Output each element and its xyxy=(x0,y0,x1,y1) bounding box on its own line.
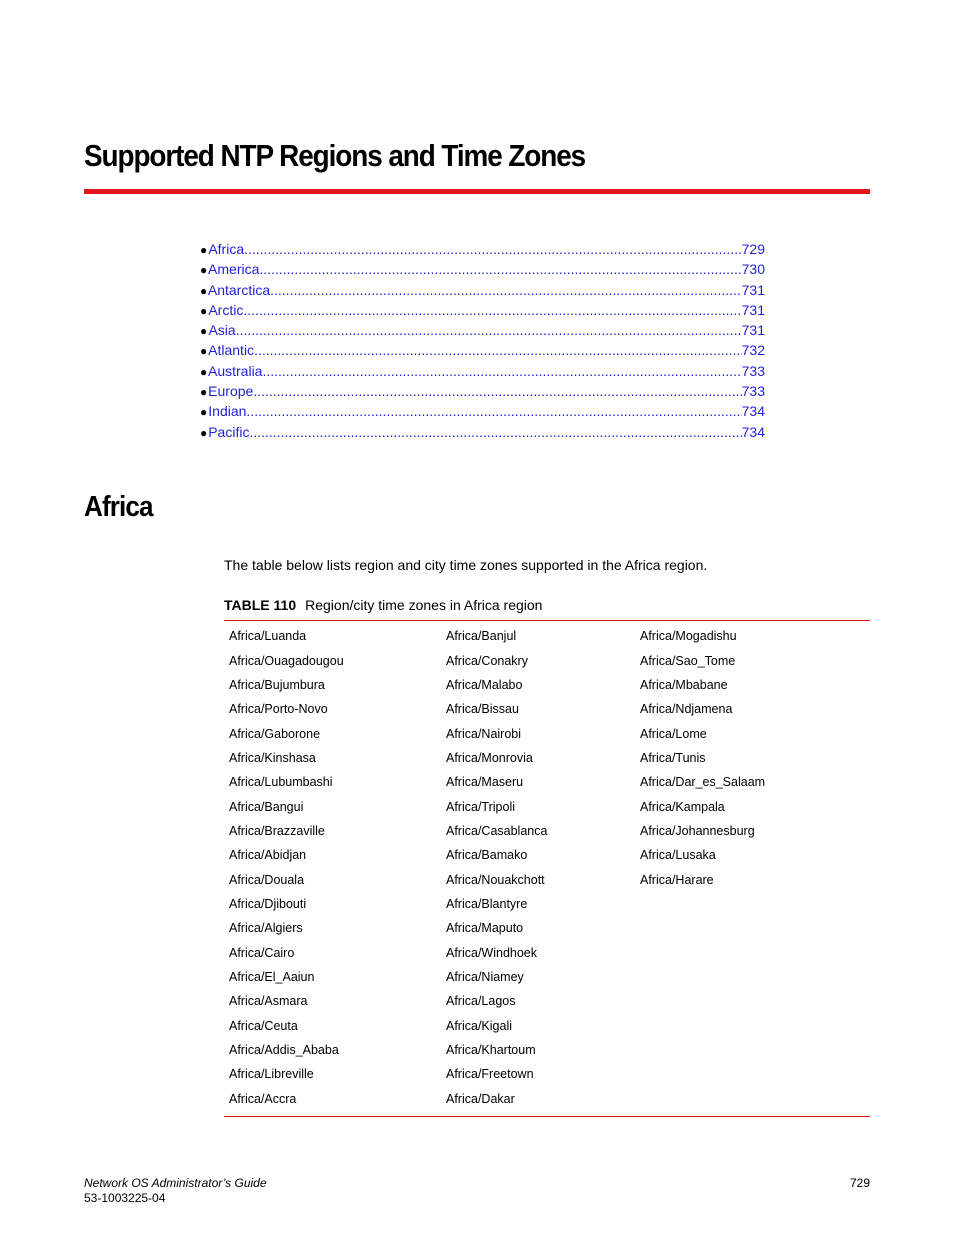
table-row xyxy=(224,965,870,989)
table-cell: Africa/Mogadishu xyxy=(640,629,737,644)
bullet-icon: ● xyxy=(200,263,208,278)
table-cell: Africa/Kampala xyxy=(640,799,725,814)
table-caption-text: Region/city time zones in Africa region xyxy=(305,597,543,613)
table-row xyxy=(224,770,870,794)
footer-doc-title: Network OS Administrator’s Guide xyxy=(84,1176,267,1190)
toc-leader-dots xyxy=(244,239,742,259)
table-cell: Africa/Mbabane xyxy=(640,677,728,692)
table-row xyxy=(224,794,870,818)
bullet-icon: ● xyxy=(200,243,208,257)
footer-page-number: 729 xyxy=(849,1176,870,1190)
table-row xyxy=(224,673,870,697)
table-cell: Africa/Monrovia xyxy=(446,750,533,765)
table-number: TABLE 110 xyxy=(224,597,297,613)
toc-item[interactable] xyxy=(200,300,765,320)
bullet-icon: ● xyxy=(200,303,208,318)
table-row xyxy=(224,989,870,1013)
toc-item-page[interactable]: 733 xyxy=(741,383,765,400)
toc-item-page[interactable]: 731 xyxy=(741,281,765,298)
table-cell: Africa/Porto-Novo xyxy=(229,702,328,717)
toc-item-label[interactable]: Arctic xyxy=(208,301,244,318)
table-cell: Africa/Luanda xyxy=(229,629,307,644)
timezone-table-body xyxy=(224,624,870,1111)
table-cell: Africa/Harare xyxy=(640,872,714,887)
table-row xyxy=(224,916,870,940)
toc-item-label[interactable]: Indian xyxy=(208,403,247,420)
table-cell: Africa/Libreville xyxy=(229,1067,314,1082)
toc-item[interactable] xyxy=(200,259,765,279)
toc-leader-dots xyxy=(254,340,742,360)
toc-item[interactable] xyxy=(200,320,765,340)
table-row xyxy=(224,624,870,648)
table-cell: Africa/Maputo xyxy=(446,921,524,936)
toc-item-label[interactable]: Europe xyxy=(208,383,254,400)
chapter-title: Supported NTP Regions and Time Zones xyxy=(84,138,586,173)
table-row xyxy=(224,721,870,745)
table-cell: Africa/Nouakchott xyxy=(446,872,545,887)
table-cell: Africa/Douala xyxy=(229,872,305,887)
table-row xyxy=(224,1087,870,1111)
table-cell: Africa/Windhoek xyxy=(446,945,538,960)
toc-item-label[interactable]: Antarctica xyxy=(207,281,271,298)
table-cell: Africa/El_Aaiun xyxy=(229,969,315,984)
table-cell: Africa/Abidjan xyxy=(229,848,307,863)
toc-item-page[interactable]: 732 xyxy=(741,342,765,359)
table-cell: Africa/Lubumbashi xyxy=(229,775,333,790)
bullet-icon: ● xyxy=(200,283,208,298)
toc-item[interactable] xyxy=(200,422,765,442)
table-cell: Africa/Malabo xyxy=(446,677,523,692)
table-cell xyxy=(635,1087,870,1111)
table-row xyxy=(224,648,870,672)
toc-item-page[interactable]: 731 xyxy=(741,322,765,339)
table-cell xyxy=(635,916,870,940)
table-cell: Africa/Brazzaville xyxy=(229,823,325,838)
table-top-rule xyxy=(224,620,870,621)
section-intro: The table below lists region and city time zones supported in the Africa region. xyxy=(224,557,708,573)
toc-item[interactable] xyxy=(200,361,765,381)
table-cell xyxy=(635,892,870,916)
table-cell: Africa/Banjul xyxy=(446,629,517,644)
table-row xyxy=(224,940,870,964)
table-cell: Africa/Nairobi xyxy=(446,726,522,741)
toc-leader-dots xyxy=(236,320,742,340)
table-cell: Africa/Bangui xyxy=(229,799,304,814)
toc-item-page[interactable]: 729 xyxy=(741,241,765,257)
table-cell: Africa/Sao_Tome xyxy=(640,653,736,668)
table-cell: Africa/Ceuta xyxy=(229,1018,298,1033)
toc-item-label[interactable]: Atlantic xyxy=(208,342,255,359)
toc-item[interactable] xyxy=(200,401,765,421)
toc-leader-dots xyxy=(262,361,741,381)
toc-leader-dots xyxy=(270,280,742,300)
toc-item-label[interactable]: Australia xyxy=(208,362,263,379)
table-cell: Africa/Dakar xyxy=(446,1091,515,1106)
bullet-icon: ● xyxy=(200,405,208,420)
table-cell: Africa/Tripoli xyxy=(446,799,515,814)
table-cell: Africa/Djibouti xyxy=(229,896,307,911)
table-cell: Africa/Addis_Ababa xyxy=(229,1043,339,1058)
table-cell: Africa/Dar_es_Salaam xyxy=(640,775,766,790)
table-cell: Africa/Conakry xyxy=(446,653,528,668)
toc-item-page[interactable]: 731 xyxy=(741,301,765,318)
table-cell xyxy=(635,989,870,1013)
toc-item[interactable] xyxy=(200,280,765,300)
table-row xyxy=(224,1038,870,1062)
table-cell: Africa/Algiers xyxy=(229,921,303,936)
toc-item-page[interactable]: 734 xyxy=(741,403,765,420)
bullet-icon: ● xyxy=(200,364,208,379)
table-cell: Africa/Bujumbura xyxy=(229,677,325,692)
footer-doc-number: 53-1003225-04 xyxy=(84,1191,166,1205)
table-cell: Africa/Lusaka xyxy=(640,848,716,863)
table-cell: Africa/Niamey xyxy=(446,969,524,984)
bullet-icon: ● xyxy=(200,425,208,440)
table-cell: Africa/Tunis xyxy=(640,750,706,765)
table-cell xyxy=(635,940,870,964)
table-cell xyxy=(635,1038,870,1062)
table-cell: Africa/Gaborone xyxy=(229,726,321,741)
table-row xyxy=(224,843,870,867)
toc-item-label[interactable]: Pacific xyxy=(208,423,250,440)
table-cell: Africa/Cairo xyxy=(229,945,295,960)
table-cell xyxy=(635,1014,870,1038)
table-cell: Africa/Bamako xyxy=(446,848,528,863)
table-cell: Africa/Khartoum xyxy=(446,1043,536,1058)
bullet-icon: ● xyxy=(200,344,208,359)
table-cell: Africa/Johannesburg xyxy=(640,823,755,838)
toc-leader-dots xyxy=(259,259,741,279)
table-cell: Africa/Maseru xyxy=(446,775,524,790)
toc-item-page[interactable]: 733 xyxy=(741,362,765,379)
table-cell: Africa/Bissau xyxy=(446,702,519,717)
table-cell: Africa/Asmara xyxy=(229,994,308,1009)
table-row xyxy=(224,746,870,770)
toc-item-page[interactable]: 730 xyxy=(741,261,765,278)
table-cell: Africa/Accra xyxy=(229,1091,297,1106)
table-cell: Africa/Ndjamena xyxy=(640,702,733,717)
table-cell: Africa/Ouagadougou xyxy=(229,653,344,668)
table-bottom-rule xyxy=(224,1116,870,1117)
table-cell: Africa/Casablanca xyxy=(446,823,548,838)
toc-item[interactable] xyxy=(200,340,765,360)
table-cell: Africa/Lagos xyxy=(446,994,516,1009)
table-cell: Africa/Freetown xyxy=(446,1067,534,1082)
chapter-title-rule xyxy=(84,189,870,194)
toc-item-page[interactable]: 734 xyxy=(741,423,765,440)
table-cell xyxy=(635,1062,870,1086)
bullet-icon: ● xyxy=(200,385,208,400)
table-caption xyxy=(224,597,542,613)
bullet-icon: ● xyxy=(200,324,208,339)
table-cell: Africa/Blantyre xyxy=(446,896,528,911)
mini-toc xyxy=(200,239,765,442)
table-row xyxy=(224,697,870,721)
table-row xyxy=(224,892,870,916)
toc-leader-dots xyxy=(253,381,741,401)
toc-leader-dots xyxy=(249,422,741,442)
table-cell xyxy=(635,965,870,989)
toc-item[interactable] xyxy=(200,239,765,259)
toc-item-label[interactable]: Africa xyxy=(208,241,245,257)
toc-leader-dots xyxy=(243,300,741,320)
table-row xyxy=(224,1014,870,1038)
toc-item[interactable] xyxy=(200,381,765,401)
table-cell: Africa/Kigali xyxy=(446,1018,512,1033)
table-row xyxy=(224,1062,870,1086)
footer-doc-info xyxy=(84,1176,267,1206)
timezone-table xyxy=(224,624,870,1111)
section-title: Africa xyxy=(84,491,153,523)
toc-leader-dots xyxy=(246,401,741,421)
table-cell: Africa/Lome xyxy=(640,726,707,741)
table-row xyxy=(224,867,870,891)
toc-item-label[interactable]: Asia xyxy=(208,322,236,339)
table-row xyxy=(224,819,870,843)
toc-item-label[interactable]: America xyxy=(208,261,260,278)
table-cell: Africa/Kinshasa xyxy=(229,750,316,765)
